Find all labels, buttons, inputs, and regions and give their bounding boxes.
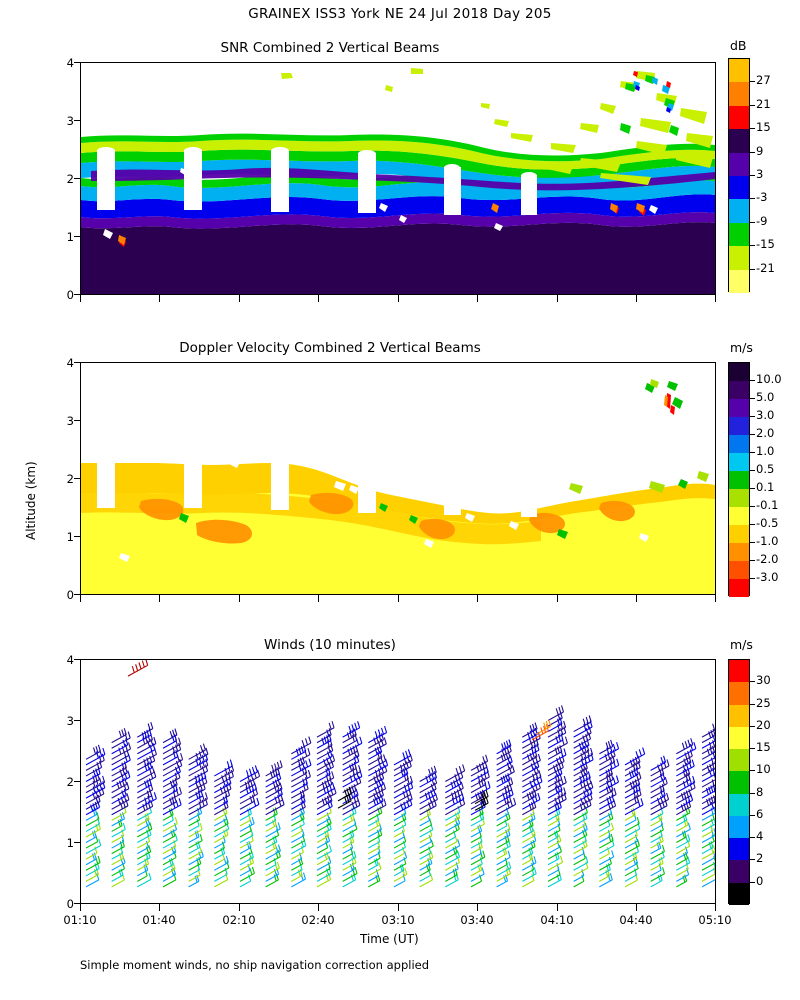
snr-ytick-0: 0 [66, 288, 74, 302]
snr-ytick-2: 2 [66, 172, 74, 186]
colorbar-snr [728, 58, 750, 292]
xtick-7: 04:40 [619, 913, 653, 927]
dop-ytick-3: 3 [66, 414, 74, 428]
colorbar-tick-label: -9 [756, 213, 768, 228]
colorbar-segment [729, 246, 749, 269]
colorbar-winds [728, 659, 750, 904]
colorbar-doppler [728, 362, 750, 596]
page-title: GRAINEX ISS3 York NE 24 Jul 2018 Day 205 [248, 6, 552, 22]
colorbar-tick-label: 6 [756, 806, 764, 821]
colorbar-tick-label: 27 [756, 73, 771, 88]
colorbar-segment [729, 59, 749, 82]
colorbar-segment [729, 507, 749, 525]
xtick-8: 05:10 [698, 913, 732, 927]
colorbar-segment [729, 199, 749, 222]
snr-ytick-1: 1 [66, 230, 74, 244]
colorbar-segment [729, 270, 749, 293]
snr-ytick-3: 3 [66, 114, 74, 128]
plot-area-snr [80, 62, 716, 295]
colorbar-segment [729, 489, 749, 507]
plot-area-winds [80, 659, 716, 904]
colorbar-tick-label: 15 [756, 120, 771, 135]
colorbar-segment [729, 223, 749, 246]
xtick-4: 03:10 [381, 913, 415, 927]
colorbar-tick-label: 8 [756, 784, 764, 799]
wind-ytick-2: 2 [66, 775, 74, 789]
colorbar-tick-label: 25 [756, 695, 771, 710]
xtick-1: 01:40 [142, 913, 176, 927]
colorbar-segment [729, 883, 749, 905]
colorbar-unit-doppler: m/s [730, 340, 753, 355]
colorbar-tick-label: 15 [756, 740, 771, 755]
panel-title-doppler: Doppler Velocity Combined 2 Vertical Beams [179, 340, 481, 356]
dop-ytick-1: 1 [66, 530, 74, 544]
colorbar-tick-label: 30 [756, 673, 771, 688]
doppler-heatmap [81, 363, 715, 594]
colorbar-tick-label: 2.0 [756, 426, 775, 440]
wind-ytick-4: 4 [66, 653, 74, 667]
colorbar-tick-label: -3 [756, 190, 768, 205]
colorbar-tick-label: 5.0 [756, 390, 775, 404]
colorbar-segment [729, 153, 749, 176]
colorbar-tick-label: 20 [756, 717, 771, 732]
footnote: Simple moment winds, no ship navigation correction applied [80, 958, 430, 972]
colorbar-segment [729, 749, 749, 771]
colorbar-tick-label: 4 [756, 829, 764, 844]
colorbar-segment [729, 399, 749, 417]
xtick-6: 04:10 [540, 913, 574, 927]
colorbar-segment [729, 816, 749, 838]
colorbar-segment [729, 363, 749, 381]
colorbar-tick-label: -2.0 [756, 552, 779, 566]
snr-ytick-4: 4 [66, 56, 74, 70]
colorbar-tick-label: 9 [756, 143, 764, 158]
colorbar-unit-snr: dB [730, 38, 747, 53]
colorbar-segment [729, 129, 749, 152]
colorbar-segment [729, 727, 749, 749]
colorbar-segment [729, 417, 749, 435]
colorbar-tick-label: -15 [756, 237, 775, 252]
xtick-5: 03:40 [460, 913, 494, 927]
colorbar-segment [729, 771, 749, 793]
colorbar-segment [729, 705, 749, 727]
colorbar-tick-label: -21 [756, 260, 775, 275]
xtick-3: 02:40 [301, 913, 335, 927]
colorbar-tick-label: 2 [756, 851, 764, 866]
dop-ytick-2: 2 [66, 472, 74, 486]
colorbar-tick-label: -0.1 [756, 498, 779, 512]
colorbar-tick-label: -1.0 [756, 534, 779, 548]
colorbar-tick-label: 3.0 [756, 408, 775, 422]
colorbar-segment [729, 579, 749, 597]
colorbar-segment [729, 860, 749, 882]
colorbar-tick-label: 10.0 [756, 372, 782, 386]
colorbar-tick-label: -3.0 [756, 570, 779, 584]
colorbar-segment [729, 525, 749, 543]
snr-heatmap [81, 63, 715, 294]
colorbar-tick-label: 0.1 [756, 480, 775, 494]
colorbar-segment [729, 453, 749, 471]
panel-title-snr: SNR Combined 2 Vertical Beams [220, 40, 440, 56]
colorbar-tick-label: -0.5 [756, 516, 779, 530]
plot-area-doppler [80, 362, 716, 595]
colorbar-tick-label: 21 [756, 96, 771, 111]
colorbar-tick-label: 0 [756, 873, 764, 888]
colorbar-segment [729, 82, 749, 105]
colorbar-segment [729, 106, 749, 129]
colorbar-segment [729, 660, 749, 682]
dop-ytick-0: 0 [66, 588, 74, 602]
colorbar-segment [729, 794, 749, 816]
wind-ytick-3: 3 [66, 714, 74, 728]
xtick-0: 01:10 [63, 913, 97, 927]
wind-barbs [80, 659, 716, 904]
wind-ytick-1: 1 [66, 836, 74, 850]
colorbar-tick-label: 0.5 [756, 462, 775, 476]
colorbar-tick-label: 10 [756, 762, 771, 777]
xtick-2: 02:10 [222, 913, 256, 927]
colorbar-segment [729, 543, 749, 561]
x-axis-label: Time (UT) [360, 932, 419, 946]
colorbar-segment [729, 435, 749, 453]
colorbar-segment [729, 471, 749, 489]
colorbar-tick-label: 1.0 [756, 444, 775, 458]
panel-title-winds: Winds (10 minutes) [264, 637, 396, 653]
colorbar-tick-label: 3 [756, 167, 764, 181]
colorbar-segment [729, 176, 749, 199]
colorbar-segment [729, 682, 749, 704]
colorbar-segment [729, 381, 749, 399]
colorbar-segment [729, 561, 749, 579]
dop-ytick-4: 4 [66, 356, 74, 370]
wind-ytick-0: 0 [66, 897, 74, 911]
y-axis-label: Altitude (km) [24, 461, 38, 540]
colorbar-unit-winds: m/s [730, 637, 753, 652]
colorbar-segment [729, 838, 749, 860]
